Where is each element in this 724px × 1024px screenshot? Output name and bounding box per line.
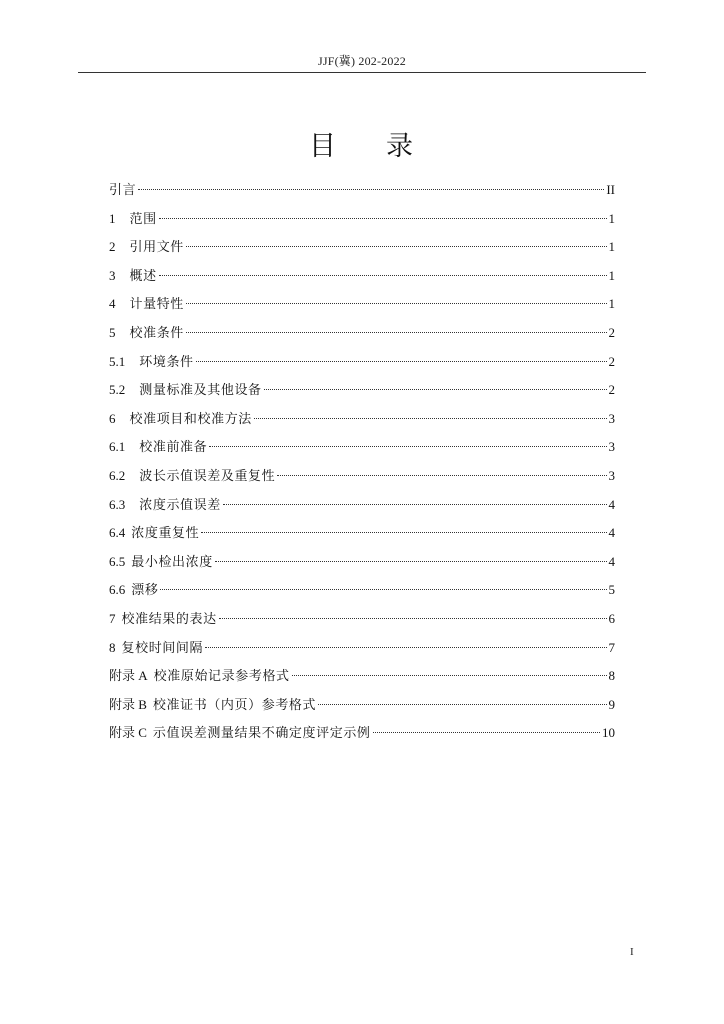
dot-leader	[159, 275, 607, 276]
dot-leader	[264, 389, 607, 390]
toc-entry-page: 1	[608, 239, 615, 255]
dot-leader	[160, 589, 606, 590]
dot-leader	[277, 475, 606, 476]
dot-leader	[292, 675, 607, 676]
toc-entry-page: 7	[608, 639, 615, 655]
toc-entry-number: 5.2	[109, 382, 126, 398]
toc-entry-page: 5	[608, 582, 615, 598]
toc-entry-number: 5	[109, 324, 116, 340]
toc-entry-number: 8	[109, 639, 116, 655]
dot-leader	[373, 732, 600, 733]
toc-entry-page: 10	[602, 725, 615, 741]
toc-entry-intro[interactable]	[109, 176, 615, 205]
toc-entry-6-6[interactable]	[109, 576, 615, 605]
toc-entry-6-5[interactable]	[109, 548, 615, 577]
toc-entry-8[interactable]	[109, 634, 615, 663]
toc-entry-page: 3	[608, 467, 615, 483]
toc-entry-number: 3	[109, 267, 116, 283]
toc-entry-5[interactable]	[109, 319, 615, 348]
toc-entry-page: II	[606, 182, 615, 197]
toc-entry-5-2[interactable]	[109, 376, 615, 405]
toc-entry-label: 浓度示值误差	[139, 497, 221, 513]
toc-entry-page: 1	[608, 296, 615, 312]
toc-entry-page: 9	[608, 696, 615, 712]
toc-entry-6-4[interactable]	[109, 519, 615, 548]
toc-entry-label: 校准原始记录参考格式	[153, 669, 290, 685]
toc-entry-label: 校准条件	[129, 325, 184, 341]
running-header: JJF(冀) 202-2022	[317, 54, 406, 68]
toc-entry-page: 3	[608, 410, 615, 426]
toc-entry-page: 4	[608, 525, 615, 541]
toc-entry-page: 4	[608, 496, 615, 512]
toc-entry-number: 2	[109, 239, 116, 255]
toc-entry-number: 7	[109, 610, 116, 626]
toc-entry-appendix-a[interactable]	[109, 662, 615, 691]
toc-entry-number: 6.5	[109, 553, 126, 569]
toc-entry-label: 最小检出浓度	[131, 554, 213, 570]
page-title-char-1: 目	[309, 131, 338, 162]
toc-entry-page: 6	[608, 610, 615, 626]
page-title	[0, 124, 724, 163]
toc-entry-page: 2	[608, 324, 615, 340]
toc-entry-6-3[interactable]	[109, 491, 615, 520]
toc-entry-label: 波长示值误差及重复性	[139, 468, 276, 484]
header-divider	[78, 72, 646, 73]
toc-entry-number: 附录 A	[109, 668, 148, 684]
toc-entry-6-2[interactable]	[109, 462, 615, 491]
toc-entry-page: 1	[608, 210, 615, 226]
toc-entry-label: 测量标准及其他设备	[139, 383, 262, 399]
toc-entry-number: 6.4	[109, 525, 126, 541]
toc-entry-label: 校准前准备	[139, 440, 208, 456]
toc-entry-label: 示值误差测量结果不确定度评定示例	[152, 726, 371, 742]
toc-entry-label: 引用文件	[129, 240, 184, 256]
dot-leader	[318, 704, 606, 705]
dot-leader	[138, 189, 604, 190]
toc-entry-number: 6.3	[109, 496, 126, 512]
toc-entry-number: 附录 C	[109, 725, 147, 741]
dot-leader	[223, 504, 607, 505]
toc-entry-number: 5.1	[109, 353, 126, 369]
toc-entry-4[interactable]	[109, 290, 615, 319]
toc-entry-page: 8	[608, 668, 615, 684]
toc-entry-label: 引言	[109, 183, 137, 198]
toc-entry-label: 计量特性	[129, 297, 184, 313]
toc-entry-label: 复校时间间隔	[121, 640, 204, 656]
toc-entry-number: 附录 B	[109, 696, 147, 712]
toc-entry-label: 校准证书（内页）参考格式	[152, 697, 317, 713]
toc-entry-page: 1	[608, 267, 615, 283]
toc-entry-page: 3	[608, 439, 615, 455]
dot-leader	[186, 303, 607, 304]
toc-entry-5-1[interactable]	[109, 348, 615, 377]
toc-entry-number: 6	[109, 410, 116, 426]
page-title-char-2: 录	[386, 131, 415, 162]
page-number: I	[630, 946, 634, 958]
dot-leader	[186, 246, 607, 247]
toc-entry-appendix-c[interactable]	[109, 719, 615, 748]
dot-leader	[201, 532, 606, 533]
toc-entry-page: 2	[608, 353, 615, 369]
dot-leader	[254, 418, 607, 419]
toc-entry-number: 4	[109, 296, 116, 312]
toc-entry-7[interactable]	[109, 605, 615, 634]
toc-entry-6-1[interactable]	[109, 433, 615, 462]
toc-entry-1[interactable]	[109, 205, 615, 234]
dot-leader	[186, 332, 607, 333]
toc-entry-number: 1	[109, 210, 116, 226]
toc-entry-label: 漂移	[131, 583, 159, 599]
dot-leader	[219, 618, 607, 619]
toc-entry-number: 6.6	[109, 582, 126, 598]
toc-entry-page: 4	[608, 553, 615, 569]
toc-entry-label: 校准项目和校准方法	[129, 411, 252, 427]
toc-entry-label: 浓度重复性	[131, 526, 200, 542]
toc-entry-number: 6.1	[109, 439, 126, 455]
toc-entry-3[interactable]	[109, 262, 615, 291]
dot-leader	[196, 361, 607, 362]
toc-entry-label: 概述	[129, 268, 157, 284]
dot-leader	[205, 647, 606, 648]
dot-leader	[215, 561, 607, 562]
dot-leader	[209, 446, 606, 447]
toc-entry-label: 环境条件	[139, 354, 194, 370]
toc-entry-appendix-b[interactable]	[109, 691, 615, 720]
toc-entry-label: 校准结果的表达	[121, 611, 217, 627]
dot-leader	[159, 218, 607, 219]
toc-entry-6[interactable]	[109, 405, 615, 434]
toc-entry-page: 2	[608, 382, 615, 398]
toc-entry-number: 6.2	[109, 467, 126, 483]
table-of-contents	[109, 176, 615, 748]
toc-entry-label: 范围	[129, 211, 157, 227]
toc-entry-2[interactable]	[109, 233, 615, 262]
